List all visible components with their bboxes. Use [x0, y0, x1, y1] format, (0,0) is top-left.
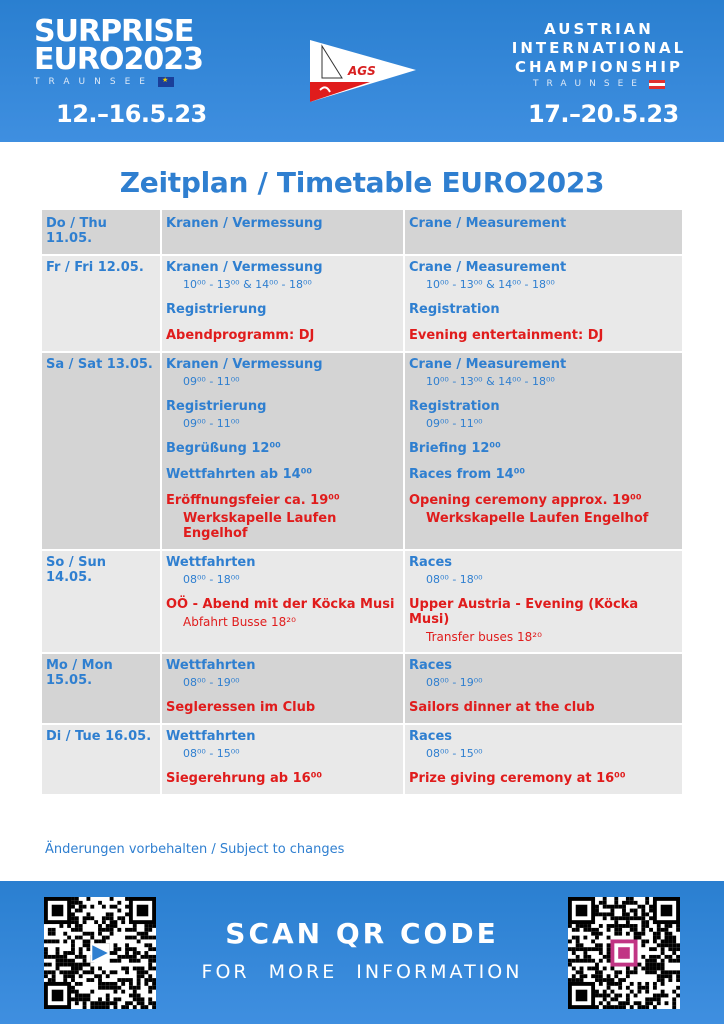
- schedule-entry: [409, 555, 678, 586]
- schedule-entry: [409, 399, 678, 430]
- entry-time: 09⁰⁰ - 11⁰⁰: [183, 375, 240, 388]
- schedule-entry: [409, 441, 678, 456]
- entry-label: Begrüßung 12⁰⁰: [166, 441, 281, 456]
- english-cell: [405, 210, 682, 254]
- brand-right-sub: TRAUNSEE: [496, 79, 702, 89]
- changes-note: Änderungen vorbehalten / Subject to changes: [45, 842, 345, 857]
- entry-label: Prize giving ceremony at 16⁰⁰: [409, 771, 626, 786]
- schedule-entry: [409, 357, 678, 388]
- english-cell: [405, 353, 682, 549]
- brand-left-sub: TRAUNSEE ★: [34, 77, 224, 87]
- entry-label: Sailors dinner at the club: [409, 700, 595, 715]
- entry-label: Evening entertainment: DJ: [409, 328, 604, 343]
- schedule-entry: [409, 658, 678, 689]
- day-cell: Di / Tue 16.05.: [42, 725, 162, 794]
- entry-label: Crane / Measurement: [409, 357, 567, 372]
- entry-label: Kranen / Vermessung: [166, 357, 323, 372]
- entry-label: Wettfahrten: [166, 555, 256, 570]
- scan-qr-heading: SCAN QR CODE: [225, 917, 499, 950]
- schedule-entry: [166, 493, 399, 541]
- german-cell: [162, 353, 405, 549]
- day-cell: So / Sun 14.05.: [42, 551, 162, 652]
- entry-time: Transfer buses 18²⁰: [426, 630, 542, 644]
- schedule-entry: [166, 328, 399, 343]
- brand-left-line2: EURO2023: [34, 42, 203, 77]
- entry-time: 08⁰⁰ - 15⁰⁰: [426, 747, 483, 760]
- entry-label: Kranen / Vermessung: [166, 260, 323, 275]
- day-cell: Fr / Fri 12.05.: [42, 256, 162, 351]
- brand-right-line3: CHAMPIONSHIP: [515, 58, 683, 76]
- entry-label: Races from 14⁰⁰: [409, 467, 526, 482]
- timetable: [42, 210, 682, 796]
- schedule-entry: [166, 700, 399, 715]
- entry-label: OÖ - Abend mit der Köcka Musi: [166, 597, 395, 612]
- entry-time: 08⁰⁰ - 18⁰⁰: [426, 573, 483, 586]
- entry-label: Wettfahrten: [166, 729, 256, 744]
- logo-text: AGS: [348, 64, 376, 78]
- entry-time: Abfahrt Busse 18²⁰: [183, 615, 296, 629]
- day-cell: Sa / Sat 13.05.: [42, 353, 162, 549]
- schedule-entry: [166, 399, 399, 430]
- entry-label: Opening ceremony approx. 19⁰⁰: [409, 493, 642, 508]
- english-cell: [405, 654, 682, 723]
- entry-label: Registration: [409, 399, 500, 414]
- entry-label: Segleressen im Club: [166, 700, 316, 715]
- entry-label: Wettfahrten: [166, 658, 256, 673]
- brand-right-line1: AUSTRIAN: [544, 20, 654, 38]
- schedule-entry: [409, 700, 678, 715]
- schedule-entry: [166, 771, 399, 786]
- entry-label: Registration: [409, 302, 500, 317]
- entry-label: Races: [409, 555, 453, 570]
- schedule-entry: [166, 597, 399, 629]
- entry-label: Crane / Measurement: [409, 260, 567, 275]
- entry-label: Crane / Measurement: [409, 216, 567, 231]
- schedule-entry: [166, 441, 399, 456]
- schedule-entry: [166, 302, 399, 317]
- schedule-entry: [409, 597, 678, 644]
- entry-label: Abendprogramm: DJ: [166, 328, 315, 343]
- entry-label: Siegerehrung ab 16⁰⁰: [166, 771, 323, 786]
- german-cell: [162, 725, 405, 794]
- entry-time: 10⁰⁰ - 13⁰⁰ & 14⁰⁰ - 18⁰⁰: [426, 278, 555, 291]
- entry-label: Briefing 12⁰⁰: [409, 441, 501, 456]
- surprise-euro-logo: [34, 14, 224, 87]
- date-left: 12.–16.5.23: [56, 100, 207, 128]
- schedule-entry: [166, 357, 399, 388]
- eu-flag-icon: [158, 77, 174, 87]
- german-cell: [162, 551, 405, 652]
- table-row: [42, 353, 682, 551]
- table-row: [42, 654, 682, 725]
- entry-label: Races: [409, 729, 453, 744]
- schedule-entry: [409, 260, 678, 291]
- brand-left-line1: SURPRISE: [34, 14, 194, 49]
- header: [0, 0, 724, 142]
- schedule-entry: [166, 658, 399, 689]
- schedule-entry: [409, 729, 678, 760]
- table-row: [42, 551, 682, 654]
- schedule-entry: [166, 216, 399, 231]
- austrian-championship-logo: [496, 20, 702, 89]
- entry-label: Races: [409, 658, 453, 673]
- german-cell: [162, 210, 405, 254]
- qr-code-icon[interactable]: [568, 897, 680, 1009]
- entry-label: Registrierung: [166, 399, 267, 414]
- brand-right-line2: INTERNATIONAL: [511, 39, 687, 57]
- schedule-entry: [166, 729, 399, 760]
- schedule-entry: [409, 216, 678, 231]
- entry-subtitle: Werkskapelle Laufen Engelhof: [183, 511, 337, 541]
- table-row: [42, 725, 682, 796]
- entry-time: 09⁰⁰ - 11⁰⁰: [183, 417, 240, 430]
- qr-code-icon[interactable]: [44, 897, 156, 1009]
- schedule-entry: [166, 467, 399, 482]
- entry-time: 08⁰⁰ - 15⁰⁰: [183, 747, 240, 760]
- german-cell: [162, 256, 405, 351]
- entry-label: Upper Austria - Evening (Köcka Musi): [409, 597, 639, 627]
- footer: [0, 881, 724, 1024]
- schedule-entry: [409, 328, 678, 343]
- day-cell: Mo / Mon 15.05.: [42, 654, 162, 723]
- german-cell: [162, 654, 405, 723]
- english-cell: [405, 551, 682, 652]
- more-info-text: FOR MORE INFORMATION: [201, 961, 523, 983]
- day-cell: Do / Thu 11.05.: [42, 210, 162, 254]
- schedule-entry: [166, 555, 399, 586]
- schedule-entry: [409, 302, 678, 317]
- english-cell: [405, 256, 682, 351]
- austria-flag-icon: [649, 80, 665, 89]
- entry-time: 08⁰⁰ - 19⁰⁰: [183, 676, 240, 689]
- schedule-entry: [166, 260, 399, 291]
- table-row: [42, 256, 682, 353]
- schedule-entry: [409, 493, 678, 526]
- entry-label: Wettfahrten ab 14⁰⁰: [166, 467, 313, 482]
- english-cell: [405, 725, 682, 794]
- entry-time: 08⁰⁰ - 19⁰⁰: [426, 676, 483, 689]
- entry-time: 09⁰⁰ - 11⁰⁰: [426, 417, 483, 430]
- entry-time: 10⁰⁰ - 13⁰⁰ & 14⁰⁰ - 18⁰⁰: [426, 375, 555, 388]
- entry-time: 08⁰⁰ - 18⁰⁰: [183, 573, 240, 586]
- schedule-entry: [409, 467, 678, 482]
- schedule-entry: [409, 771, 678, 786]
- page-title: Zeitplan / Timetable EURO2023: [119, 166, 605, 199]
- entry-subtitle: Werkskapelle Laufen Engelhof: [426, 511, 649, 526]
- entry-label: Kranen / Vermessung: [166, 216, 323, 231]
- table-row: [42, 210, 682, 256]
- entry-label: Eröffnungsfeier ca. 19⁰⁰: [166, 493, 340, 508]
- entry-time: 10⁰⁰ - 13⁰⁰ & 14⁰⁰ - 18⁰⁰: [183, 278, 312, 291]
- entry-label: Registrierung: [166, 302, 267, 317]
- date-right: 17.–20.5.23: [528, 100, 679, 128]
